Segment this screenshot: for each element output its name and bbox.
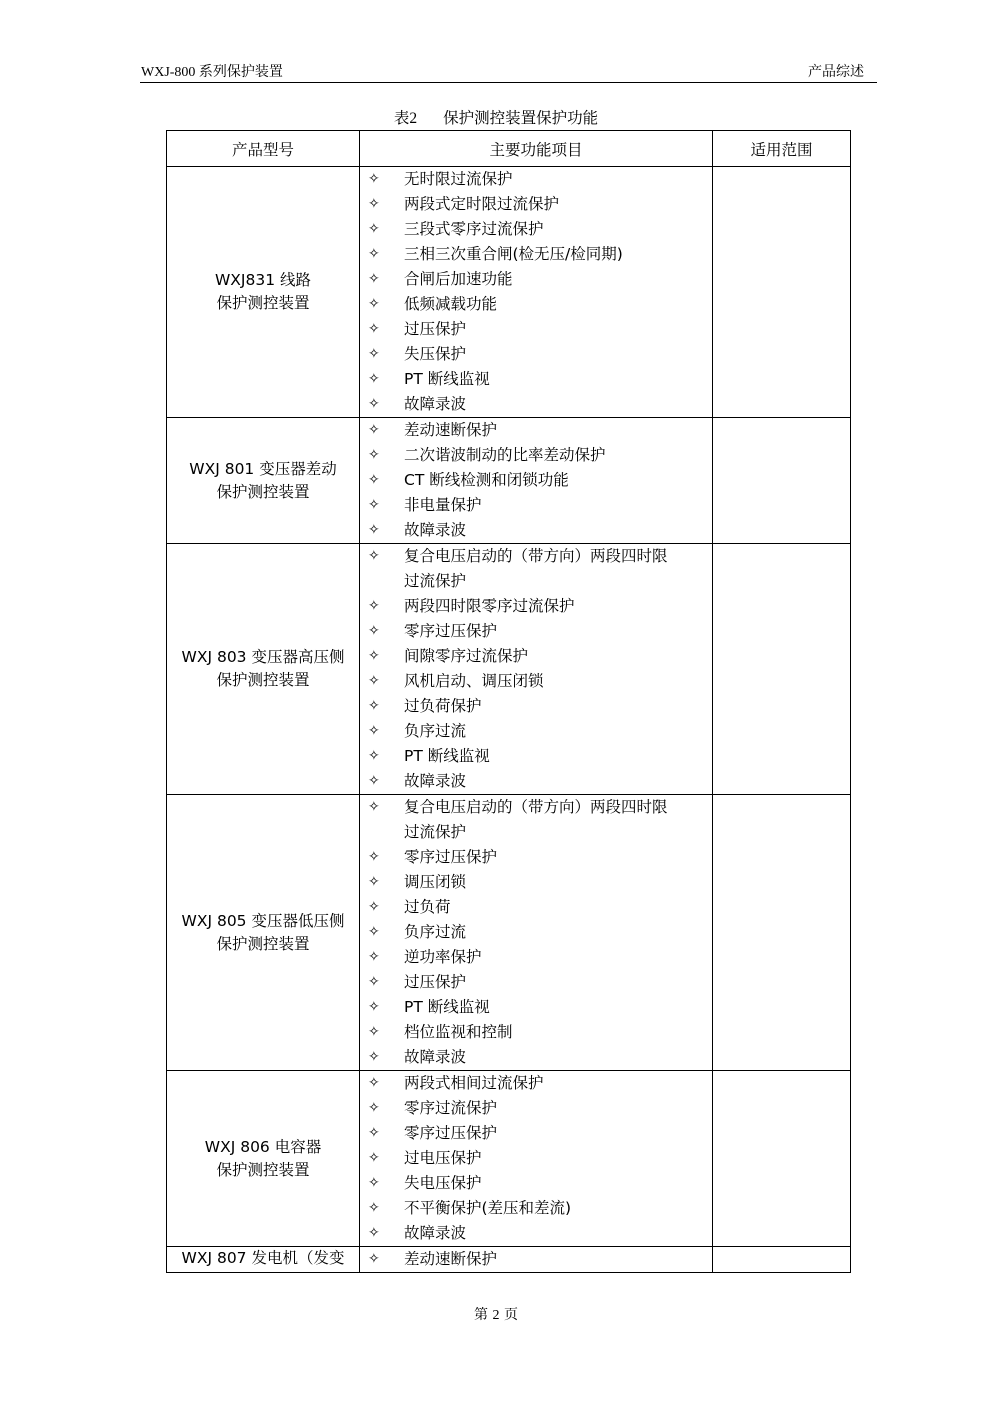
function-item: [360, 845, 712, 870]
function-item-text: 过负荷: [404, 898, 451, 916]
cell-functions: [360, 167, 713, 418]
cell-functions: [360, 795, 713, 1071]
star-bullet-icon: ✧: [368, 773, 380, 789]
star-bullet-icon: ✧: [368, 1024, 380, 1040]
star-bullet-icon: ✧: [368, 999, 380, 1015]
star-bullet-icon: ✧: [368, 1125, 380, 1141]
star-bullet-icon: ✧: [368, 296, 380, 312]
cell-scope: [713, 1247, 851, 1273]
page-footer: [0, 1304, 992, 1324]
function-item: [360, 694, 712, 719]
star-bullet-icon: ✧: [368, 548, 380, 564]
star-bullet-icon: ✧: [368, 748, 380, 764]
function-item: [360, 167, 712, 192]
function-item: [360, 242, 712, 267]
function-item-text: 过负荷保护: [404, 697, 482, 715]
function-item-text: 零序过流保护: [404, 1099, 498, 1117]
function-item: [360, 493, 712, 518]
function-item-text: 三段式零序过流保护: [404, 220, 544, 238]
function-item: [360, 920, 712, 945]
star-bullet-icon: ✧: [368, 1049, 380, 1065]
function-item: [360, 1247, 712, 1272]
function-item: [360, 1045, 712, 1070]
function-item: [360, 392, 712, 417]
function-item: [360, 594, 712, 619]
function-item-text: 差动速断保护: [404, 421, 498, 439]
function-item: [360, 870, 712, 895]
function-item: [360, 468, 712, 493]
function-item-text: 两段式相间过流保护: [404, 1074, 544, 1092]
table-header-row: [167, 131, 851, 167]
star-bullet-icon: ✧: [368, 849, 380, 865]
function-item-text: 复合电压启动的（带方向）两段四时限: [404, 798, 668, 816]
page-number: 2: [492, 1308, 500, 1323]
table-caption-number: 表2: [393, 110, 418, 127]
star-bullet-icon: ✧: [368, 648, 380, 664]
function-item: [360, 1020, 712, 1045]
function-item: [360, 1121, 712, 1146]
header-section-title: 产品综述: [808, 64, 864, 80]
function-item: [360, 795, 712, 820]
product-model-line: 保护测控装置: [216, 671, 310, 689]
function-item: [360, 342, 712, 367]
function-item: [360, 1221, 712, 1246]
function-item-text: 负序过流: [404, 722, 467, 740]
star-bullet-icon: ✧: [368, 321, 380, 337]
cell-functions: [360, 1247, 713, 1273]
function-item-text: PT 断线监视: [404, 747, 490, 765]
function-item-text: 调压闭锁: [404, 873, 467, 891]
function-item-text: 过电压保护: [404, 1149, 482, 1167]
star-bullet-icon: ✧: [368, 899, 380, 915]
table-row: [167, 1071, 851, 1247]
star-bullet-icon: ✧: [368, 396, 380, 412]
function-item: [360, 619, 712, 644]
star-bullet-icon: ✧: [368, 522, 380, 538]
function-item-text: PT 断线监视: [404, 370, 490, 388]
function-item: [360, 544, 712, 569]
function-item-text: 间隙零序过流保护: [404, 647, 529, 665]
function-item: [360, 569, 712, 594]
star-bullet-icon: ✧: [368, 497, 380, 513]
function-item-text: 不平衡保护(差压和差流): [404, 1199, 572, 1217]
product-model-line: 保护测控装置: [216, 934, 310, 953]
star-bullet-icon: ✧: [368, 1175, 380, 1191]
star-bullet-icon: ✧: [368, 1100, 380, 1116]
function-item: [360, 418, 712, 443]
table-caption-title: 保护测控装置保护功能: [443, 109, 599, 127]
function-item-text: 故障录波: [404, 521, 467, 539]
star-bullet-icon: ✧: [368, 623, 380, 639]
function-item: [360, 744, 712, 769]
product-model-line: WXJ 806 电容器: [204, 1137, 322, 1156]
function-item-text: 故障录波: [404, 1048, 467, 1066]
star-bullet-icon: ✧: [368, 1251, 380, 1267]
function-item-text: 故障录波: [404, 395, 467, 413]
function-item: [360, 192, 712, 217]
function-item: [360, 769, 712, 794]
function-item: [360, 995, 712, 1020]
function-item: [360, 644, 712, 669]
cell-scope: [713, 1071, 851, 1247]
star-bullet-icon: ✧: [368, 422, 380, 438]
cell-functions: [360, 1071, 713, 1247]
function-item: [360, 945, 712, 970]
cell-product-model: [167, 167, 360, 418]
column-header-model: 产品型号: [167, 131, 360, 167]
function-item-text: 三相三次重合闸(检无压/检同期): [404, 245, 623, 263]
function-item-text: 过流保护: [404, 572, 467, 590]
protection-function-table: [166, 130, 851, 1273]
column-header-scope: 适用范围: [713, 131, 851, 167]
function-item-text: 两段式定时限过流保护: [404, 195, 560, 213]
function-item-text: 负序过流: [404, 923, 467, 941]
star-bullet-icon: ✧: [368, 698, 380, 714]
star-bullet-icon: ✧: [368, 723, 380, 739]
table-caption: [0, 106, 992, 128]
star-bullet-icon: ✧: [368, 447, 380, 463]
function-item-text: 零序过压保护: [404, 622, 498, 640]
star-bullet-icon: ✧: [368, 974, 380, 990]
function-item-text: 风机启动、调压闭锁: [404, 672, 544, 690]
function-item: [360, 895, 712, 920]
function-item-text: 二次谐波制动的比率差动保护: [404, 446, 606, 464]
cell-product-model: [167, 1071, 360, 1247]
function-item-text: 过压保护: [404, 973, 467, 991]
function-item-text: 两段四时限零序过流保护: [404, 597, 575, 615]
star-bullet-icon: ✧: [368, 1225, 380, 1241]
table-row: [167, 167, 851, 418]
header-divider: [140, 82, 877, 83]
star-bullet-icon: ✧: [368, 246, 380, 262]
function-item: [360, 820, 712, 845]
cell-scope: [713, 544, 851, 795]
star-bullet-icon: ✧: [368, 1075, 380, 1091]
product-model-line: WXJ 805 变压器低压侧: [181, 911, 345, 930]
star-bullet-icon: ✧: [368, 598, 380, 614]
function-item: [360, 1071, 712, 1096]
function-item-text: 零序过压保护: [404, 848, 498, 866]
function-item: [360, 217, 712, 242]
product-model-line: WXJ 801 变压器差动: [189, 459, 337, 478]
star-bullet-icon: ✧: [368, 949, 380, 965]
function-item: [360, 1196, 712, 1221]
function-item: [360, 719, 712, 744]
table-body: [167, 167, 851, 1273]
cell-product-model: [167, 544, 360, 795]
star-bullet-icon: ✧: [368, 346, 380, 362]
function-item: [360, 970, 712, 995]
function-item: [360, 443, 712, 468]
function-item: [360, 1171, 712, 1196]
function-item: [360, 267, 712, 292]
function-item: [360, 518, 712, 543]
product-model-line: 保护测控装置: [216, 482, 310, 501]
product-model-line: WXJ831 线路: [214, 271, 312, 289]
star-bullet-icon: ✧: [368, 171, 380, 187]
star-bullet-icon: ✧: [368, 874, 380, 890]
function-item-text: 逆功率保护: [404, 948, 482, 966]
function-item-text: 复合电压启动的（带方向）两段四时限: [404, 547, 668, 565]
function-item: [360, 1146, 712, 1171]
cell-product-model: [167, 1247, 360, 1273]
product-model-line: 保护测控装置: [216, 1160, 310, 1179]
function-item-text: 失电压保护: [404, 1174, 482, 1192]
star-bullet-icon: ✧: [368, 472, 380, 488]
table-row: [167, 418, 851, 544]
function-item-text: CT 断线检测和闭锁功能: [404, 471, 569, 489]
function-item-text: 故障录波: [404, 1224, 467, 1242]
page-number-suffix: 页: [503, 1307, 518, 1323]
function-item-text: 低频减载功能: [404, 295, 498, 313]
function-item: [360, 367, 712, 392]
function-item-text: 无时限过流保护: [404, 170, 513, 188]
page-number-prefix: 第: [474, 1307, 489, 1323]
table-row: [167, 544, 851, 795]
star-bullet-icon: ✧: [368, 196, 380, 212]
product-model-line: WXJ 803 变压器高压侧: [181, 648, 345, 666]
star-bullet-icon: ✧: [368, 1150, 380, 1166]
function-item-text: 失压保护: [404, 345, 467, 363]
function-item-text: 合闸后加速功能: [404, 270, 513, 288]
function-item-text: PT 断线监视: [404, 998, 490, 1016]
star-bullet-icon: ✧: [368, 673, 380, 689]
cell-scope: [713, 167, 851, 418]
star-bullet-icon: ✧: [368, 221, 380, 237]
cell-functions: [360, 544, 713, 795]
function-item-text: 故障录波: [404, 772, 467, 790]
cell-product-model: [167, 795, 360, 1071]
cell-scope: [713, 795, 851, 1071]
function-item: [360, 317, 712, 342]
star-bullet-icon: ✧: [368, 1200, 380, 1216]
star-bullet-icon: ✧: [368, 799, 380, 815]
function-item-text: 过压保护: [404, 320, 467, 338]
column-header-functions: 主要功能项目: [360, 131, 713, 167]
cell-scope: [713, 418, 851, 544]
function-item: [360, 292, 712, 317]
product-model-line: 保护测控装置: [216, 294, 310, 312]
cell-functions: [360, 418, 713, 544]
table-row: [167, 795, 851, 1071]
function-item-text: 过流保护: [404, 823, 467, 841]
function-item: [360, 669, 712, 694]
function-item-text: 档位监视和控制: [404, 1023, 513, 1041]
header-doc-title: WXJ-800 系列保护装置: [141, 65, 283, 80]
star-bullet-icon: ✧: [368, 924, 380, 940]
table-row: [167, 1247, 851, 1273]
function-item: [360, 1096, 712, 1121]
function-item-text: 零序过压保护: [404, 1124, 498, 1142]
function-item-text: 非电量保护: [404, 496, 482, 514]
product-model-line: WXJ 807 发电机（发变: [181, 1249, 345, 1267]
star-bullet-icon: ✧: [368, 371, 380, 387]
cell-product-model: [167, 418, 360, 544]
star-bullet-icon: ✧: [368, 271, 380, 287]
function-item-text: 差动速断保护: [404, 1250, 498, 1268]
